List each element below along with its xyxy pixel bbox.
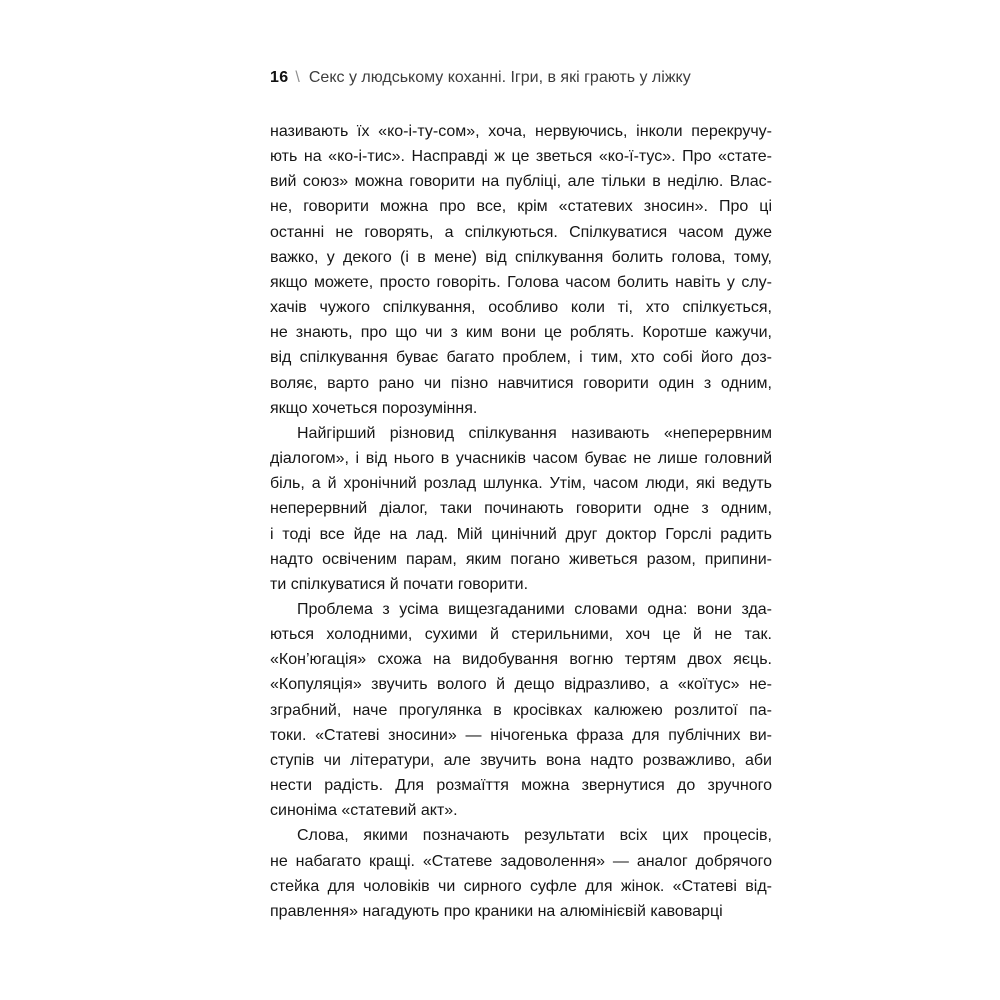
text-line: токи. «Статеві зносини» — нічогенька фраза для публічних ви- <box>270 726 772 744</box>
paragraph <box>270 119 772 421</box>
paragraph <box>270 823 772 924</box>
text-line: надто освіченим парам, яким погано живеться разом, припини- <box>270 550 772 568</box>
text-line: хачів чужого спілкування, особливо коли ті, хто спілкується, <box>270 299 772 317</box>
text-line: діалогом», і від нього в учасників часом буває не лише головний <box>270 450 772 468</box>
header-separator: \ <box>295 69 300 86</box>
text-line: якщо хочеться порозуміння. <box>270 399 478 417</box>
text-line: правлення» нагадують про краники на алюмінієвій кавоварці <box>270 902 723 920</box>
text-line: неперервний діалог, таки починають говорити одне з одним, <box>270 500 772 518</box>
text-line: воляє, варто рано чи пізно навчитися говорити один з одним, <box>270 374 772 392</box>
text-line: від спілкування буває багато проблем, і тим, хто собі його доз- <box>270 349 772 367</box>
running-header <box>270 68 772 88</box>
text-line: і тоді все йде на лад. Мій цинічний друг доктор Горслі радить <box>270 525 772 543</box>
text-line: біль, а й хронічний розлад шлунка. Утім, часом люди, які ведуть <box>270 475 772 493</box>
text-line: Найгірший різновид спілкування називають «неперервним <box>297 424 772 442</box>
text-line: синоніма «статевий акт». <box>270 802 458 820</box>
text-line: Слова, якими позначають результати всіх цих процесів, <box>297 827 772 845</box>
paragraph <box>270 421 772 597</box>
text-line: останні не говорять, а спілкуються. Спілкуватися часом дуже <box>270 223 772 241</box>
text-line: ступів чи літератури, але звучить вона надто розважливо, аби <box>270 751 772 769</box>
text-line: нести радість. Для розмаїття можна звернутися до зручного <box>270 777 772 795</box>
text-line: якщо можете, просто говоріть. Голова часом болить навіть у слу- <box>270 273 772 291</box>
page-body <box>270 119 772 924</box>
text-line: зграбний, наче прогулянка в кросівках калюжею розлитої па- <box>270 701 772 719</box>
text-line: важко, у декого (і в мене) від спілкування болить голова, тому, <box>270 248 772 266</box>
page-number: 16 <box>270 69 289 86</box>
text-line: не, говорити можна про все, крім «статевих зносин». Про ці <box>270 198 772 216</box>
text-line: Проблема з усіма вищезгаданими словами одна: вони зда- <box>297 600 772 618</box>
text-line: стейка для чоловіків чи сирного суфле для жінок. «Статеві від- <box>270 877 772 895</box>
paragraph <box>270 597 772 823</box>
text-line: «Копуляція» звучить волого й дещо відразливо, а «коїтус» не- <box>270 676 772 694</box>
text-line: називають їх «ко-і-ту-сом», хоча, нервуючись, інколи перекручу- <box>270 123 772 140</box>
text-line: не набагато кращі. «Статеве задоволення» — аналог добрячого <box>270 852 772 870</box>
text-line: ти спілкуватися й почати говорити. <box>270 575 529 593</box>
running-title: Секс у людському коханні. Ігри, в які грають у ліжку <box>308 69 691 86</box>
text-line: вий союз» можна говорити на публіці, але тільки в неділю. Влас- <box>270 173 772 191</box>
text-line: ються холодними, сухими й стерильними, хоч це й не так. <box>270 626 772 644</box>
text-line: «Кон’югація» схожа на видобування вогню тертям двох яєць. <box>270 651 772 669</box>
text-line: не знають, про що чи з ким вони це роблять. Коротше кажучи, <box>270 324 772 342</box>
text-line: ють на «ко-і-тис». Насправді ж це зветься «ко-ї-тус». Про «стате- <box>270 148 772 166</box>
